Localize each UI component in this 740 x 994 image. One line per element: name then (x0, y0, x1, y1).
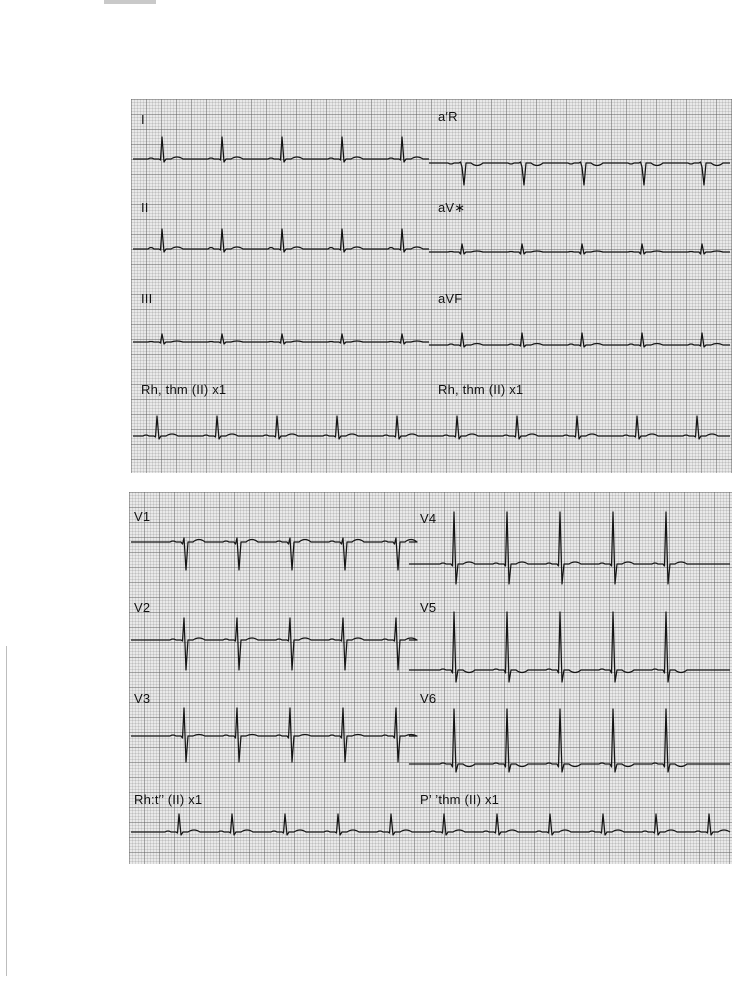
rhythm-label-left: Rh, thm (II) x1 (141, 382, 227, 397)
chest-leads-panel (129, 492, 732, 864)
page-edge-rule (6, 646, 7, 976)
trace-lead-V3 (131, 708, 417, 762)
trace-lead-III (133, 334, 429, 344)
lead-label-V2: V2 (134, 600, 151, 615)
trace-lead-aVL (429, 244, 730, 254)
trace-lead-aVR (429, 162, 730, 185)
rhythm-label-right: Rh, thm (II) x1 (438, 382, 524, 397)
lead-label-II: II (141, 200, 149, 215)
lead-label-V6: V6 (420, 691, 437, 706)
lead-label-V1: V1 (134, 509, 151, 524)
limb-leads-panel (131, 99, 732, 473)
rhythm-label-right: P’ ’thm (II) x1 (420, 792, 500, 807)
lead-label-aVF: aVF (438, 291, 463, 306)
trace-lead-V2 (131, 618, 417, 670)
lead-label-I: I (141, 112, 145, 127)
trace-lead-V6 (409, 709, 730, 772)
lead-label-III: III (141, 291, 153, 306)
trace-rhythm-limb (133, 416, 730, 439)
lead-label-V3: V3 (134, 691, 151, 706)
lead-label-V5: V5 (420, 600, 437, 615)
lead-label-V4: V4 (420, 511, 437, 526)
trace-rhythm-chest (131, 814, 730, 835)
limb-leads-traces (131, 99, 732, 473)
trace-lead-II (133, 229, 429, 252)
rhythm-label-left: Rh:t′’ (II) x1 (134, 792, 203, 807)
trace-lead-aVF (429, 333, 730, 347)
trace-lead-V4 (409, 512, 730, 584)
trace-lead-V1 (131, 538, 417, 570)
corner-scan-mark (104, 0, 156, 4)
lead-label-aVL: aV∗ (438, 200, 466, 215)
trace-lead-V5 (409, 612, 730, 682)
trace-lead-I (133, 137, 429, 162)
lead-label-aVR: a′R (438, 109, 458, 124)
chest-leads-traces (129, 492, 732, 864)
